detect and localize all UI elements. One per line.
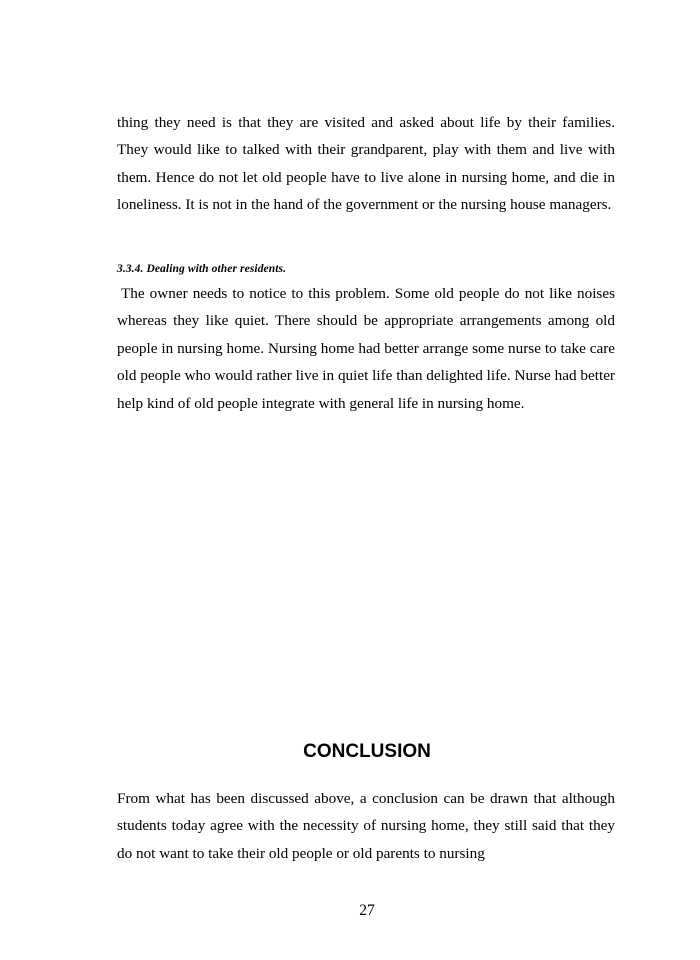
- page-number: 27: [359, 902, 375, 919]
- conclusion-paragraph: From what has been discussed above, a conclusion can be drawn that although students today agree with the necessity of nursing home, they still said that they do not want to take their old people or old parents to nursing: [117, 790, 615, 862]
- body-paragraph-continued: thing they need is that they are visited and asked about life by their families. They would like to talked with their grandparent, play with them and live with them. Hence do not let old people have to live alone in nursing home, and die in loneliness. It is not in the hand of the government or the nursing house managers.: [117, 114, 615, 214]
- conclusion-heading: CONCLUSION: [303, 741, 431, 762]
- section-subheading: 3.3.4. Dealing with other residents.: [117, 263, 287, 275]
- body-paragraph-residents: The owner needs to notice to this problem. Some old people do not like noises whereas they like quiet. There should be appropriate arrangements among old people in nursing home. Nursing home had better arrange some nurse to take care old people who would rather live in quiet life than delighted life. Nurse had better help kind of old people integrate with general life in nursing home.: [117, 285, 615, 412]
